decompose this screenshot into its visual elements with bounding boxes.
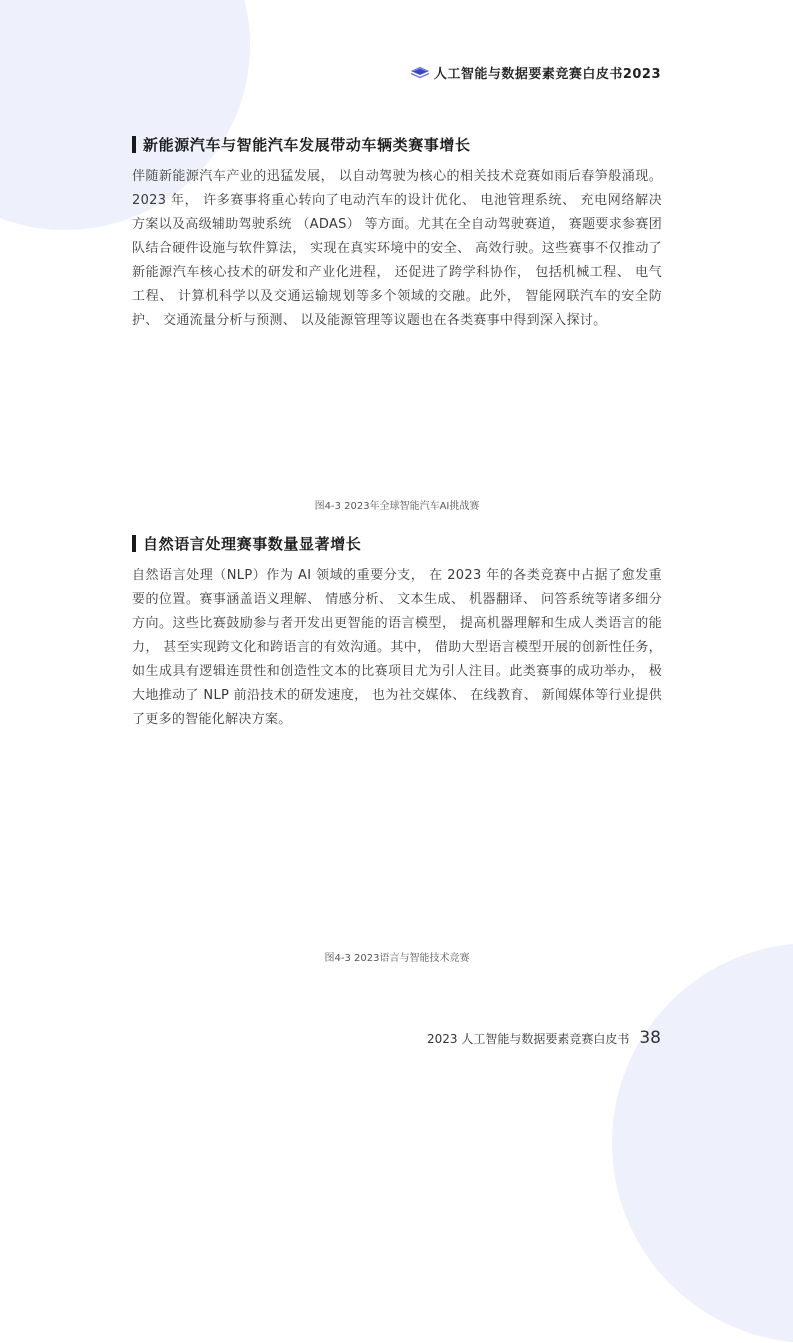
section-title-ev [132, 134, 471, 155]
figure-placeholder-ev [132, 365, 662, 485]
footer-title: 2023 人工智能与数据要素竞赛白皮书 [427, 1032, 630, 1046]
header-title: 人工智能与数据要素竞赛白皮书2023 [433, 66, 661, 82]
page-footer [427, 1028, 661, 1048]
layered-book-icon [410, 65, 430, 79]
figure-caption-nlp: 图4-3 2023语言与智能技术竞赛 [324, 953, 470, 964]
decorative-circle-bottom-right [612, 943, 793, 1343]
title-marker-bar [132, 136, 136, 153]
title-marker-bar [132, 535, 136, 552]
section-body-nlp: 自然语言处理（NLP）作为 AI 领域的重要分支， 在 2023 年的各类竞赛中占据了愈发重要的位置。赛事涵盖语义理解、 情感分析、 文本生成、 机器翻译、 问答系统等诸多细分方向。这些比赛鼓励参与者开发出更智能的语言模型， 提高机器理解和生成人类语言的能力， 甚至实现跨文化和跨语言的有效沟通。其中， 借助大型语言模型开展的创新性任务， 如生成具有逻辑连贯性和创造性文本的比赛项目尤为引人注目。此类赛事的成功举办， 极大地推动了 NLP 前沿技术的研发速度， 也为社交媒体、 在线教育、 新闻媒体等行业提供了更多的智能化解决方案。 [132, 568, 662, 727]
section-title-text: 自然语言处理赛事数量显著增长 [143, 535, 362, 553]
section-body-ev: 伴随新能源汽车产业的迅猛发展， 以自动驾驶为核心的相关技术竞赛如雨后春笋般涌现。2023 年， 许多赛事将重心转向了电动汽车的设计优化、 电池管理系统、 充电网络解决方案以及高级辅助驾驶系统 （ADAS） 等方面。尤其在全自动驾驶赛道， 赛题要求参赛团队结合硬件设施与软件算法， 实现在真实环境中的安全、 高效行驶。这些赛事不仅推动了新能源汽车核心技术的研发和产业化进程， 还促进了跨学科协作， 包括机械工程、 电气工程、 计算机科学以及交通运输规划等多个领域的交融。此外， 智能网联汽车的安全防护、 交通流量分析与预测、 以及能源管理等议题也在各类赛事中得到深入探讨。 [132, 169, 662, 328]
section-title-text: 新能源汽车与智能汽车发展带动车辆类赛事增长 [143, 136, 471, 154]
page-header [410, 62, 661, 82]
figure-placeholder-nlp [132, 745, 662, 935]
page-number: 38 [639, 1028, 661, 1048]
section-title-nlp [132, 533, 361, 554]
figure-caption-ev: 图4-3 2023年全球智能汽车AI挑战赛 [314, 501, 480, 512]
